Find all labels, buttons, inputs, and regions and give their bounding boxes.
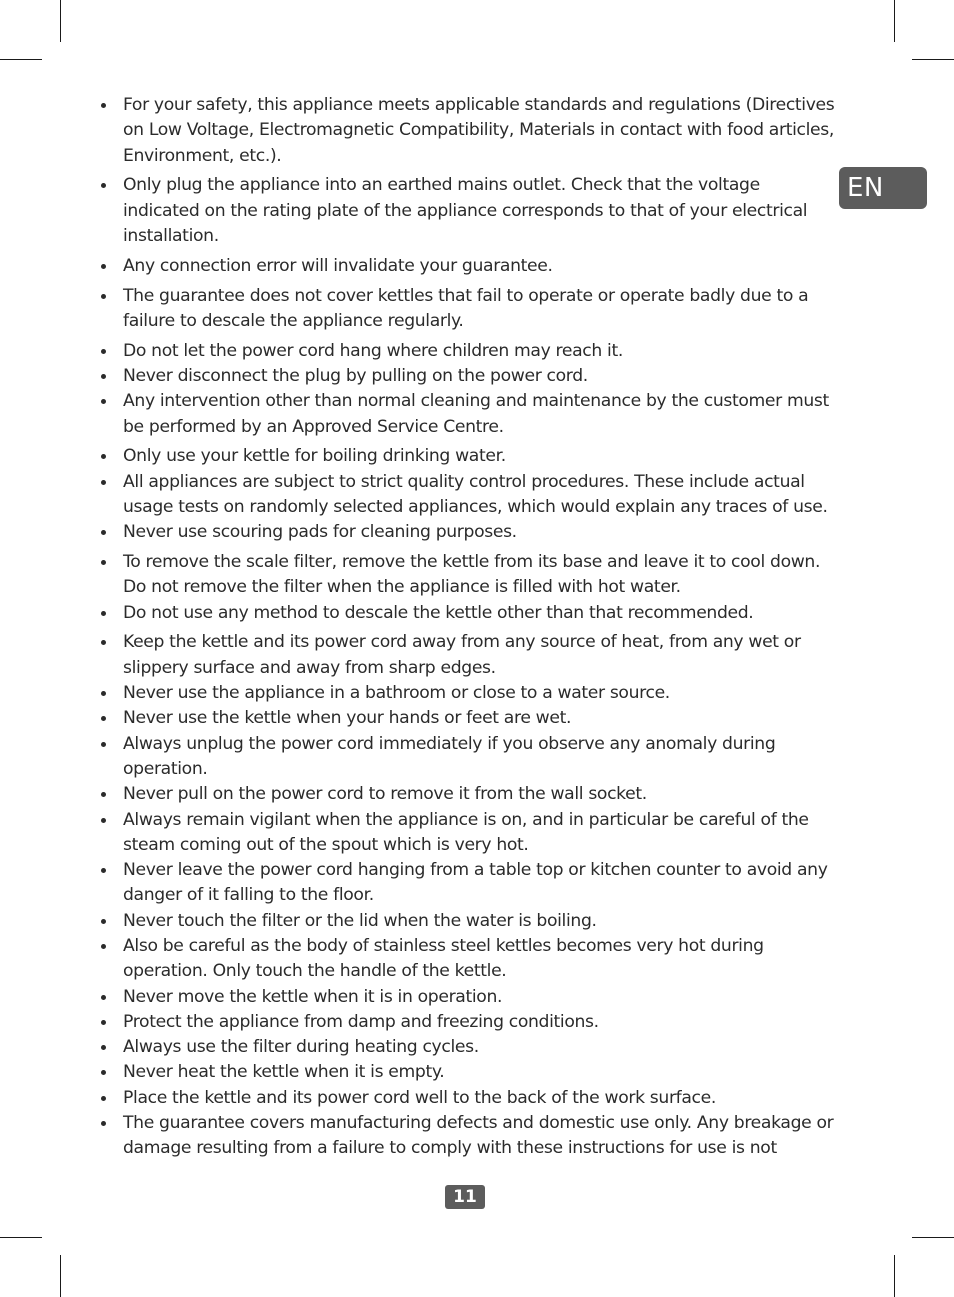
- list-item: Only plug the appliance into an earthed mains outlet. Check that the voltage indicated on the rating plate of the appliance corresponds to that of your electrical installation.: [100, 173, 835, 249]
- list-item: Protect the appliance from damp and freezing conditions.: [100, 1010, 835, 1035]
- safety-instructions: [100, 93, 835, 1162]
- list-item: The guarantee covers manufacturing defects and domestic use only. Any breakage or damage resulting from a failure to comply with these instructions for use is not: [100, 1111, 835, 1162]
- list-item: Never move the kettle when it is in operation.: [100, 985, 835, 1010]
- language-tab: EN: [839, 167, 927, 209]
- crop-mark-top-left-vertical: [60, 0, 61, 42]
- crop-mark-bottom-left-vertical: [60, 1255, 61, 1297]
- list-item: Never use the appliance in a bathroom or close to a water source.: [100, 681, 835, 706]
- list-item: Do not let the power cord hang where children may reach it.: [100, 339, 835, 364]
- crop-mark-top-right-horizontal: [912, 59, 954, 60]
- crop-mark-bottom-right-vertical: [894, 1255, 895, 1297]
- list-item: All appliances are subject to strict quality control procedures. These include actual usage tests on randomly selected appliances, which would explain any traces of use.: [100, 470, 835, 521]
- page-number: 11: [445, 1185, 485, 1209]
- list-item: Never leave the power cord hanging from a table top or kitchen counter to avoid any danger of it falling to the floor.: [100, 858, 835, 909]
- list-item: Never use scouring pads for cleaning purposes.: [100, 520, 835, 545]
- list-item: The guarantee does not cover kettles that fail to operate or operate badly due to a failure to descale the appliance regularly.: [100, 284, 835, 335]
- instruction-list: [100, 93, 835, 1162]
- list-item: Always use the filter during heating cycles.: [100, 1035, 835, 1060]
- crop-mark-top-left-horizontal: [0, 59, 42, 60]
- list-item: Keep the kettle and its power cord away from any source of heat, from any wet or slippery surface and away from sharp edges.: [100, 630, 835, 681]
- list-item: Never pull on the power cord to remove it from the wall socket.: [100, 782, 835, 807]
- list-item: Do not use any method to descale the kettle other than that recommended.: [100, 601, 835, 626]
- crop-mark-bottom-left-horizontal: [0, 1237, 42, 1238]
- list-item: Never use the kettle when your hands or feet are wet.: [100, 706, 835, 731]
- list-item: Always remain vigilant when the appliance is on, and in particular be careful of the steam coming out of the spout which is very hot.: [100, 808, 835, 859]
- list-item: For your safety, this appliance meets applicable standards and regulations (Directives on Low Voltage, Electromagnetic Compatibility, Materials in contact with food articles, Environment, etc.).: [100, 93, 835, 169]
- list-item: Also be careful as the body of stainless steel kettles becomes very hot during operation. Only touch the handle of the kettle.: [100, 934, 835, 985]
- list-item: Never disconnect the plug by pulling on the power cord.: [100, 364, 835, 389]
- list-item: Only use your kettle for boiling drinking water.: [100, 444, 835, 469]
- list-item: Place the kettle and its power cord well to the back of the work surface.: [100, 1086, 835, 1111]
- list-item: Any connection error will invalidate your guarantee.: [100, 254, 835, 279]
- list-item: Never touch the filter or the lid when the water is boiling.: [100, 909, 835, 934]
- list-item: To remove the scale filter, remove the kettle from its base and leave it to cool down. Do not remove the filter when the appliance is filled with hot water.: [100, 550, 835, 601]
- list-item: Any intervention other than normal cleaning and maintenance by the customer must be performed by an Approved Service Centre.: [100, 389, 835, 440]
- crop-mark-top-right-vertical: [894, 0, 895, 42]
- list-item: Always unplug the power cord immediately if you observe any anomaly during operation.: [100, 732, 835, 783]
- crop-mark-bottom-right-horizontal: [912, 1237, 954, 1238]
- list-item: Never heat the kettle when it is empty.: [100, 1060, 835, 1085]
